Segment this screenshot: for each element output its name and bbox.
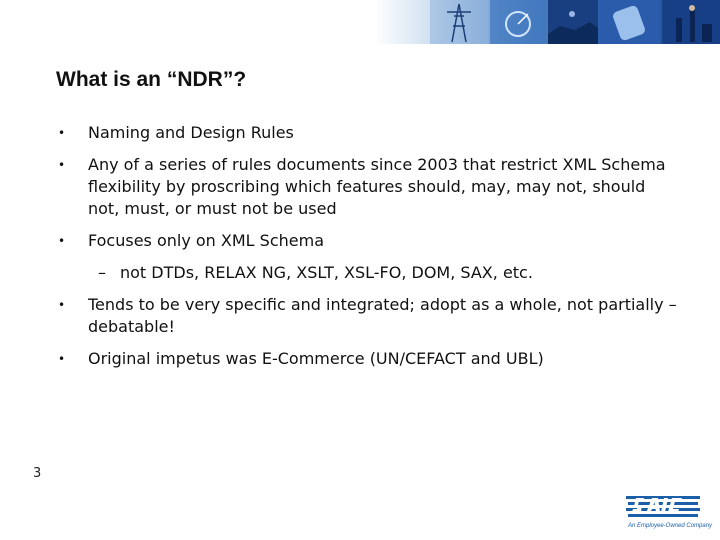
bullet-marker: • [58, 234, 66, 248]
bullet-list [58, 120, 678, 370]
banner-photo-strip [0, 0, 720, 44]
bullet-marker: • [58, 126, 66, 140]
bullet-item [58, 230, 678, 252]
bullet-item [58, 154, 678, 220]
sub-bullet-marker: – [98, 263, 106, 282]
bullet-marker: • [58, 298, 66, 312]
bullet-item [58, 294, 678, 338]
bullet-text: Any of a series of rules documents since 2003 that restrict XML Schema flexibility by proscribing which features should, may, may not, should not, must, or must not be used [88, 155, 666, 218]
bullet-item [58, 122, 678, 144]
logo-tagline: An Employee-Owned Company [628, 523, 713, 529]
page-number: 3 [33, 466, 42, 481]
bullet-text: Tends to be very specific and integrated; adopt as a whole, not partially – debatable! [88, 295, 677, 336]
saic-logo [622, 492, 713, 532]
slide-title: What is an “NDR”? [56, 68, 247, 91]
bullet-marker: • [58, 352, 66, 366]
bullet-marker: • [58, 158, 66, 172]
bullet-text: Focuses only on XML Schema [88, 231, 324, 250]
bullet-item [58, 348, 678, 370]
bullet-text: Naming and Design Rules [88, 123, 294, 142]
sub-bullet-item [58, 262, 678, 284]
header-banner [0, 0, 720, 44]
bullet-text: not DTDs, RELAX NG, XSLT, XSL-FO, DOM, SAX, etc. [120, 263, 533, 282]
bullet-text: Original impetus was E-Commerce (UN/CEFACT and UBL) [88, 349, 544, 368]
